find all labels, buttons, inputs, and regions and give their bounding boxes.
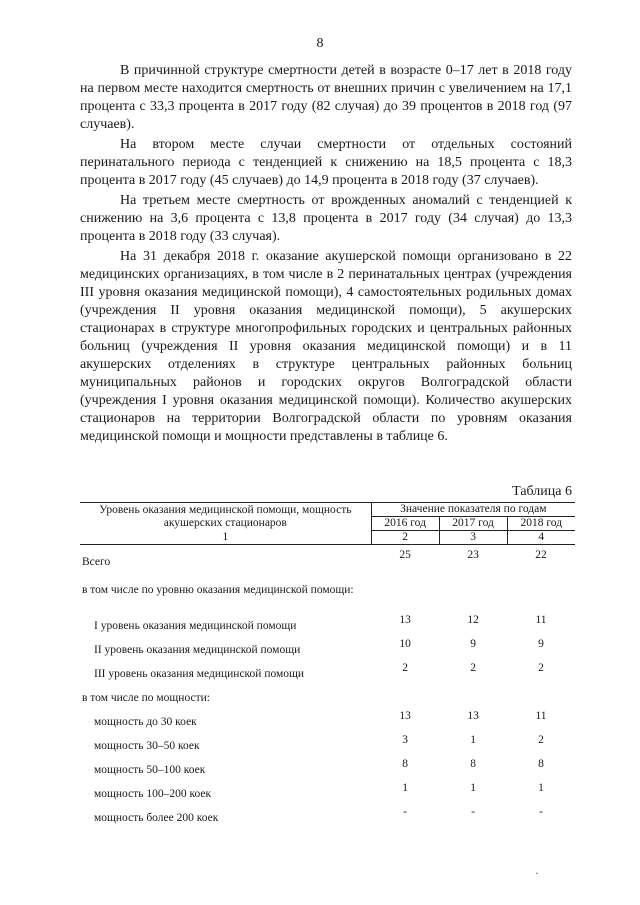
cell-value: 2 — [538, 733, 544, 746]
cell-value: 2 — [538, 661, 544, 674]
table-row-subheading — [80, 683, 575, 707]
row-label: Всего — [82, 556, 111, 568]
cell-value: 13 — [467, 709, 479, 722]
cell-value — [507, 683, 575, 707]
page-number: 8 — [316, 36, 324, 51]
table-row — [80, 707, 575, 731]
row-label: мощность 50–100 коек — [94, 763, 206, 776]
cell-value: 1 — [470, 733, 476, 746]
cell-value: 11 — [535, 613, 547, 626]
table-row — [80, 635, 575, 659]
cell-value: 3 — [402, 733, 409, 746]
cell-value: 2 — [402, 661, 409, 674]
cell-value: 13 — [399, 613, 411, 626]
cell-value: 11 — [535, 709, 547, 722]
row-label: I уровень оказания медицинской помощи — [94, 619, 297, 632]
row-label: в том числе по уровню оказания медицинской помощи: — [82, 583, 354, 596]
cell-value: 9 — [538, 637, 544, 650]
table-row — [80, 779, 575, 803]
cell-value: 13 — [399, 709, 411, 722]
cell-value: 8 — [402, 757, 409, 770]
paragraph-congenital-anomalies: На третьем месте смертность от врожденных аномалий с тенденцией к снижению на 3,6 процента с 13,8 процента в 2017 году (34 случая) до 13,3 процента в 2018 году (33 случая). — [80, 193, 572, 244]
cell-value — [439, 683, 507, 707]
row-label: III уровень оказания медицинской помощи — [94, 667, 305, 680]
cell-value: 10 — [399, 637, 411, 650]
table-row — [80, 659, 575, 683]
year-header-2018: 2018 год — [507, 517, 575, 531]
years-group-header: Значение показателя по годам — [371, 503, 575, 517]
cell-value: 8 — [538, 757, 544, 770]
cell-value — [371, 575, 439, 611]
year-header-2016: 2016 год — [371, 517, 439, 531]
table-row — [80, 731, 575, 755]
row-label: в том числе по мощности: — [82, 691, 210, 704]
cell-value: 1 — [538, 781, 544, 794]
obstetric-hospitals-table — [80, 502, 575, 827]
cell-value: 8 — [470, 757, 476, 770]
cell-value: 25 — [399, 549, 411, 561]
cell-value: 1 — [402, 781, 409, 794]
column-number: 2 — [371, 531, 439, 545]
row-label: II уровень оказания медицинской помощи — [94, 643, 301, 656]
cell-value: 12 — [467, 613, 479, 626]
cell-value: 9 — [470, 637, 476, 650]
cell-value: - — [539, 805, 543, 818]
paragraph-perinatal: На втором месте случаи смертности от отдельных состояний перинатального периода с тенденцией к снижению на 18,5 процента с 18,3 процента в 2017 году (45 случаев) до 14,9 процента в 2018 году (37 случаев). — [80, 137, 572, 188]
row-label: мощность более 200 коек — [94, 811, 219, 824]
cell-value — [371, 683, 439, 707]
cell-value: - — [403, 805, 408, 818]
cell-value — [439, 575, 507, 611]
body-text — [80, 62, 572, 446]
column-number: 1 — [80, 531, 371, 545]
cell-value: 1 — [470, 781, 476, 794]
param-column-header: Уровень оказания медицинской помощи, мощность акушерских стационаров — [80, 503, 371, 531]
table-row — [80, 611, 575, 635]
row-label: мощность 30–50 коек — [94, 739, 200, 752]
year-header-2017: 2017 год — [439, 517, 507, 531]
row-label: мощность до 30 коек — [94, 715, 197, 728]
table-caption: Таблица 6 — [512, 484, 572, 499]
cell-value: - — [471, 805, 475, 818]
paragraph-external-causes: В причинной структуре смертности детей в возрасте 0–17 лет в 2018 году на первом месте находится смертность от внешних причин с увеличением на 17,1 процента с 33,3 процента в 2017 году (82 случая) до 39 процентов в 2018 год (97 случаев). — [80, 63, 572, 132]
cell-value: 2 — [470, 661, 476, 674]
cell-value: 23 — [467, 549, 479, 561]
scan-mark: · — [535, 866, 539, 880]
table-row-total — [80, 545, 575, 575]
row-label: мощность 100–200 коек — [94, 787, 212, 800]
column-number: 4 — [507, 531, 575, 545]
table-row-subheading — [80, 575, 575, 611]
table-row — [80, 803, 575, 827]
cell-value: 22 — [535, 549, 547, 561]
paragraph-obstetric-care: На 31 декабря 2018 г. оказание акушерской помощи организовано в 22 медицинских организациях, в том числе в 2 перинатальных центрах (учреждения III уровня оказания медицинской помощи), 4 самостоятельных родильных домах (учреждения II уровня оказания медицинской помощи), 5 акушерских стационарах в структуре многопрофильных городских и центральных районных больниц (учреждения II уровня оказания медицинской помощи) и в 11 акушерских отделениях в структуре центральных районных больниц муниципальных районов и городских округов Волгоградской области (учреждения I уровня оказания медицинской помощи). Количество акушерских стационаров на территории Волгоградской области по уровням оказания медицинской помощи и мощности представлены в таблице 6. — [80, 249, 572, 444]
cell-value — [507, 575, 575, 611]
column-number: 3 — [439, 531, 507, 545]
table-row — [80, 755, 575, 779]
